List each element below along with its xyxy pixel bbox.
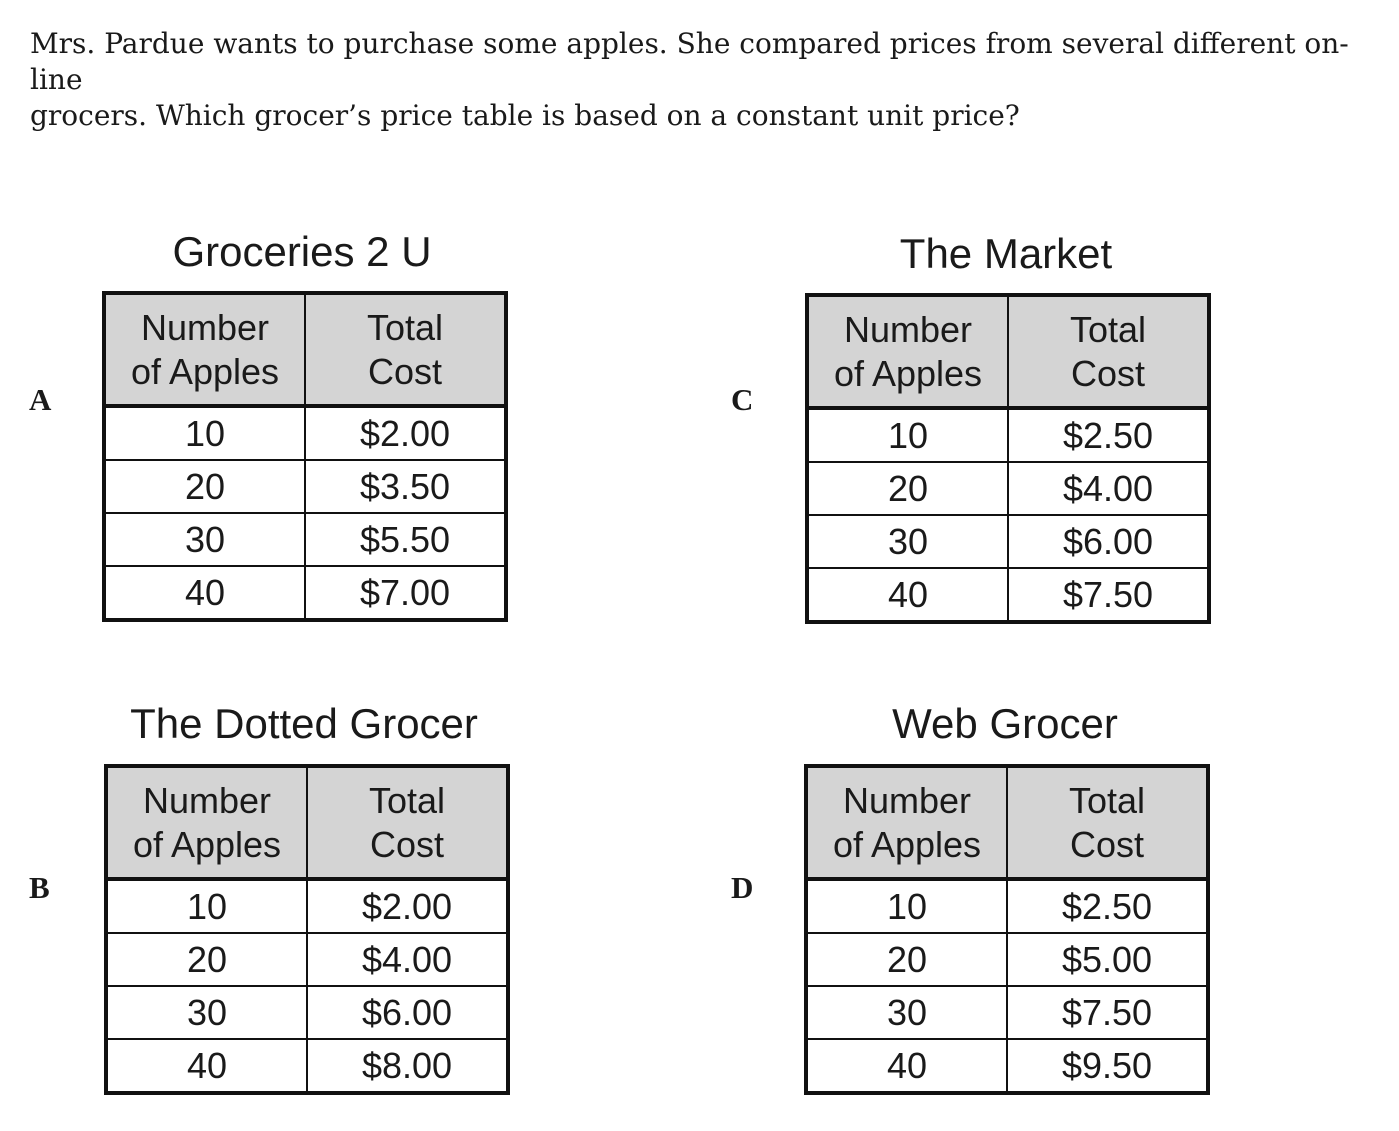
apples-cell: 30 — [104, 513, 305, 566]
header-number-of-apples: Number of Apples — [104, 293, 305, 406]
question-line-2: grocers. Which grocer’s price table is based on a constant unit price? — [30, 99, 1020, 132]
table-row — [106, 879, 508, 933]
option-letter-b[interactable]: B — [29, 870, 50, 905]
table-header-row — [106, 766, 508, 879]
grocer-title-d: Web Grocer — [892, 700, 1118, 747]
grocer-title-b: The Dotted Grocer — [130, 700, 478, 747]
cost-cell: $2.00 — [307, 879, 508, 933]
table-header-row — [807, 295, 1209, 408]
table-row — [104, 406, 506, 460]
apples-cell: 30 — [806, 986, 1007, 1039]
apples-cell: 40 — [806, 1039, 1007, 1093]
cost-cell: $7.50 — [1008, 568, 1209, 622]
cost-cell: $6.00 — [1008, 515, 1209, 568]
cost-cell: $6.00 — [307, 986, 508, 1039]
option-letter-a[interactable]: A — [29, 382, 52, 417]
apples-cell: 40 — [106, 1039, 307, 1093]
header-number-of-apples: Number of Apples — [806, 766, 1007, 879]
header-number-of-apples: Number of Apples — [106, 766, 307, 879]
cost-cell: $5.50 — [305, 513, 506, 566]
apples-cell: 10 — [106, 879, 307, 933]
price-table-d — [804, 764, 1210, 1095]
table-row — [807, 515, 1209, 568]
table-row — [104, 513, 506, 566]
header-total-cost: Total Cost — [307, 766, 508, 879]
cost-cell: $7.00 — [305, 566, 506, 620]
option-letter-d[interactable]: D — [731, 870, 754, 905]
apples-cell: 20 — [106, 933, 307, 986]
apples-cell: 20 — [807, 462, 1008, 515]
apples-cell: 10 — [807, 408, 1008, 462]
question-line-1: Mrs. Pardue wants to purchase some apples. She compared prices from several different on-line — [30, 27, 1349, 96]
cost-cell: $5.00 — [1007, 933, 1208, 986]
table-row — [806, 933, 1208, 986]
apples-cell: 10 — [806, 879, 1007, 933]
apples-cell: 40 — [807, 568, 1008, 622]
price-table-b — [104, 764, 510, 1095]
apples-cell: 20 — [806, 933, 1007, 986]
table-row — [806, 1039, 1208, 1093]
cost-cell: $4.00 — [307, 933, 508, 986]
cost-cell: $3.50 — [305, 460, 506, 513]
table-row — [807, 462, 1209, 515]
cost-cell: $2.50 — [1007, 879, 1208, 933]
cost-cell: $2.50 — [1008, 408, 1209, 462]
header-number-of-apples: Number of Apples — [807, 295, 1008, 408]
table-row — [806, 879, 1208, 933]
header-total-cost: Total Cost — [1008, 295, 1209, 408]
table-row — [807, 408, 1209, 462]
table-row — [807, 568, 1209, 622]
table-row — [106, 1039, 508, 1093]
table-header-row — [104, 293, 506, 406]
table-row — [106, 986, 508, 1039]
question-text — [30, 26, 1390, 134]
table-row — [106, 933, 508, 986]
apples-cell: 40 — [104, 566, 305, 620]
apples-cell: 20 — [104, 460, 305, 513]
apples-cell: 30 — [106, 986, 307, 1039]
cost-cell: $7.50 — [1007, 986, 1208, 1039]
grocer-title-a: Groceries 2 U — [172, 228, 432, 275]
header-total-cost: Total Cost — [305, 293, 506, 406]
cost-cell: $4.00 — [1008, 462, 1209, 515]
price-table-c — [805, 293, 1211, 624]
cost-cell: $2.00 — [305, 406, 506, 460]
header-total-cost: Total Cost — [1007, 766, 1208, 879]
table-header-row — [806, 766, 1208, 879]
table-row — [806, 986, 1208, 1039]
table-row — [104, 566, 506, 620]
apples-cell: 10 — [104, 406, 305, 460]
grocer-title-c: The Market — [899, 230, 1113, 277]
apples-cell: 30 — [807, 515, 1008, 568]
cost-cell: $8.00 — [307, 1039, 508, 1093]
cost-cell: $9.50 — [1007, 1039, 1208, 1093]
price-table-a — [102, 291, 508, 622]
option-letter-c[interactable]: C — [731, 382, 754, 417]
table-row — [104, 460, 506, 513]
